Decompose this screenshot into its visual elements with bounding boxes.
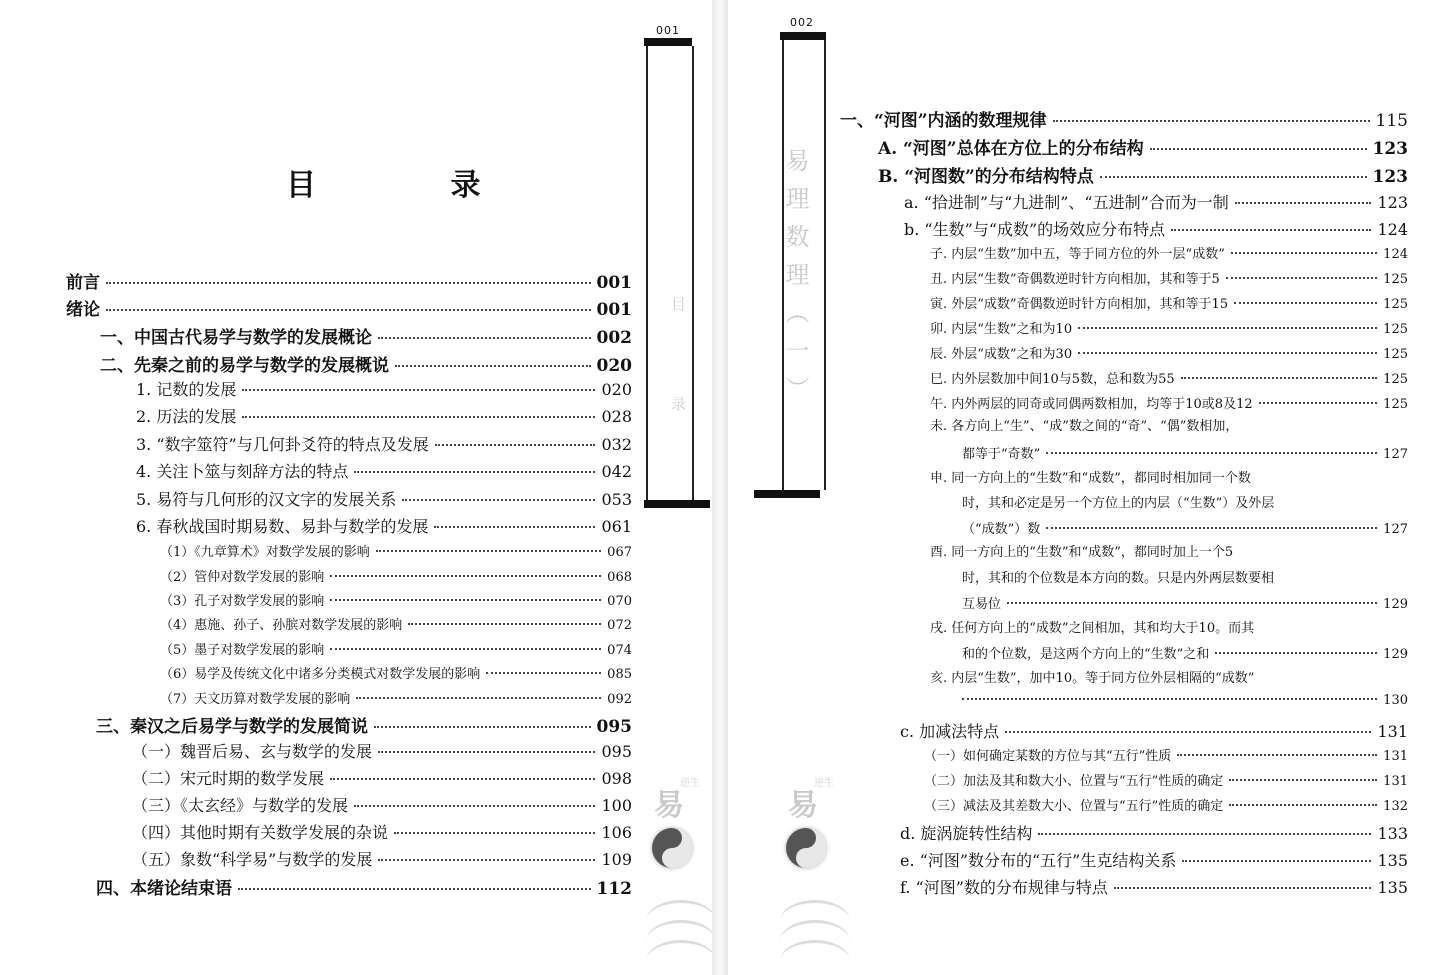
toc-entry-line[interactable]: 酉. 同一方向上的“生数”和“成数”，都同时加上一个5 <box>930 545 1234 560</box>
toc-entry-page: 106 <box>601 823 632 842</box>
toc-entry[interactable] <box>962 593 1408 612</box>
leader-dots <box>1229 804 1377 806</box>
toc-entry-title: 2. 历法的发展 <box>136 407 237 426</box>
toc-entry[interactable] <box>132 847 632 870</box>
leader-dots <box>238 888 591 890</box>
toc-entry[interactable] <box>900 719 1408 742</box>
leader-dots <box>376 550 601 552</box>
leader-dots <box>378 751 595 753</box>
toc-entry-page: 074 <box>607 643 632 658</box>
toc-entry[interactable] <box>878 134 1408 159</box>
toc-entry-page: 092 <box>607 692 632 707</box>
toc-entry-line[interactable]: 时，其和必定是另一个方位上的内层（“生数”）及外层 <box>962 496 1275 511</box>
toc-entry-title: （一）如何确定某数的方位与其“五行”性质 <box>924 749 1172 764</box>
toc-entry-title: 寅. 外层“成数”奇偶数逆时针方向相加，其和等于15 <box>930 297 1229 312</box>
leader-dots <box>1114 887 1372 889</box>
toc-entry-line[interactable]: 时，其和的个位数是本方向的数。只是内外两层数要相 <box>962 571 1275 586</box>
toc-entry-page: 125 <box>1383 322 1408 337</box>
toc-entry-title: 1. 记数的发展 <box>136 380 237 399</box>
toc-entry-page: 130 <box>1383 693 1408 708</box>
yin-yang-icon <box>786 828 826 868</box>
toc-entry[interactable] <box>900 875 1408 898</box>
leader-dots <box>394 832 595 834</box>
toc-entry-title: 巳. 内外层数加中间10与5数，总和数为55 <box>930 372 1175 387</box>
toc-entry[interactable] <box>900 848 1408 871</box>
band-top-cap <box>780 32 826 40</box>
toc-entry-page: 112 <box>596 879 632 899</box>
toc-entry-page: 070 <box>607 594 632 609</box>
leader-dots <box>486 672 601 674</box>
toc-entry-page: 095 <box>601 742 632 761</box>
leader-dots <box>330 575 601 577</box>
toc-entry[interactable] <box>160 663 632 682</box>
toc-entry-page: 061 <box>601 517 632 536</box>
leader-dots <box>395 365 591 367</box>
toc-entry-page: 124 <box>1377 220 1408 239</box>
leader-dots <box>1150 148 1367 150</box>
toc-entry-title: （7）天文历算对数学发展的影响 <box>160 692 351 707</box>
leader-dots <box>378 859 595 861</box>
toc-entry-page: 133 <box>1377 824 1408 843</box>
toc-entry-page: 132 <box>1383 799 1408 814</box>
toc-entry-page: 042 <box>601 462 632 481</box>
toc-entry[interactable] <box>160 590 632 609</box>
toc-entry-page: 127 <box>1383 447 1408 462</box>
page-number: 001 <box>656 24 680 37</box>
leader-dots <box>1038 833 1371 835</box>
toc-entry-page: 068 <box>607 570 632 585</box>
toc-entry[interactable] <box>136 487 632 510</box>
leader-dots <box>1177 754 1377 756</box>
leader-dots <box>106 282 591 284</box>
toc-entry[interactable] <box>930 368 1408 387</box>
toc-entry[interactable] <box>136 432 632 455</box>
toc-entry-title: c. 加减法特点 <box>900 722 1000 741</box>
yi-emblem <box>646 780 712 975</box>
toc-entry-page: 131 <box>1383 749 1408 764</box>
toc-entry-page: 020 <box>596 356 632 376</box>
toc-entry-title: a. “拾进制”与“九进制”、“五进制”合而为一制 <box>904 193 1229 212</box>
leader-dots <box>378 337 591 339</box>
leader-dots <box>330 599 601 601</box>
toc-entry-page: 127 <box>1383 522 1408 537</box>
toc-entry[interactable] <box>962 443 1408 462</box>
toc-entry-title: 子. 内层“生数”加中五，等于同方位的外一层“成数” <box>930 247 1225 262</box>
toc-entry-title: 一、“河图”内涵的数理规律 <box>840 111 1047 131</box>
yi-character: 易 <box>788 788 818 823</box>
wave-decoration <box>646 940 712 975</box>
band-top-cap <box>644 38 692 46</box>
leader-dots <box>1229 779 1377 781</box>
toc-entry[interactable] <box>930 268 1408 287</box>
toc-entry-title: 3. “数字筮符”与几何卦爻符的特点及发展 <box>136 435 429 454</box>
toc-entry[interactable] <box>136 377 632 400</box>
toc-entry[interactable] <box>136 514 632 537</box>
toc-entry[interactable] <box>840 106 1408 131</box>
leader-dots <box>354 471 595 473</box>
toc-entry[interactable] <box>930 293 1408 312</box>
toc-entry-line[interactable]: 戌. 任何方向上的“成数”之间相加，其和均大于10。而其 <box>930 621 1255 636</box>
toc-entry-title: 卯. 内层“生数”之和为10 <box>930 322 1073 337</box>
leader-dots <box>1259 402 1378 404</box>
toc-entry-line[interactable]: 亥. 内层“生数”，加中10。等于同方位外层相隔的“成数” <box>930 671 1255 686</box>
toc-entry[interactable] <box>160 688 632 707</box>
toc-entry[interactable] <box>160 566 632 585</box>
toc-entry-page: 123 <box>1377 193 1408 212</box>
toc-entry-line[interactable]: 未. 各方向上“生”、“成”数之间的“奇”、“偶”数相加， <box>930 419 1239 434</box>
toc-entry-page: 098 <box>601 769 632 788</box>
toc-entry-title: 四、本绪论结束语 <box>96 879 232 899</box>
left-page <box>0 0 712 975</box>
toc-entry-page: 123 <box>1372 167 1408 187</box>
toc-entry-page: 124 <box>1383 247 1408 262</box>
toc-entry-title: 午. 内外两层的同奇或同偶两数相加，均等于10或8及12 <box>930 397 1253 412</box>
toc-entry-page: 002 <box>596 328 632 348</box>
toc-entry-title: d. 旋涡旋转性结构 <box>900 824 1033 843</box>
toc-entry-page: 001 <box>596 300 632 320</box>
toc-entry-title: b. “生数”与“成数”的场效应分布特点 <box>904 220 1166 239</box>
toc-entry[interactable] <box>160 541 632 560</box>
leader-dots <box>1182 860 1371 862</box>
toc-entry-page: 129 <box>1383 597 1408 612</box>
leader-dots <box>1181 377 1378 379</box>
leader-dots <box>356 697 601 699</box>
leader-dots <box>1235 202 1372 204</box>
toc-entry[interactable] <box>132 739 632 762</box>
toc-entry-page: 125 <box>1383 297 1408 312</box>
leader-dots <box>1234 302 1377 304</box>
toc-entry-title: （2）管仲对数学发展的影响 <box>160 570 325 585</box>
wave-decoration <box>780 940 850 975</box>
toc-entry-page: 129 <box>1383 647 1408 662</box>
toc-entry-title: （6）易学及传统文化中诸多分类模式对数学发展的影响 <box>160 667 481 682</box>
toc-entry-title: 绪论 <box>66 300 100 320</box>
leader-dots <box>1046 527 1377 529</box>
toc-entry-title: （二）宋元时期的数学发展 <box>132 769 325 788</box>
toc-entry-title: （四）其他时期有关数学发展的杂说 <box>132 823 389 842</box>
toc-entry[interactable] <box>66 268 632 293</box>
toc-entry-page: 085 <box>607 667 632 682</box>
toc-entry[interactable] <box>136 404 632 427</box>
yin-yang-icon <box>652 828 692 868</box>
toc-entry[interactable] <box>160 639 632 658</box>
toc-entry-page: 109 <box>601 850 632 869</box>
toc-entry[interactable] <box>930 318 1408 337</box>
toc-entry[interactable] <box>962 643 1408 662</box>
toc-entry[interactable] <box>904 217 1408 240</box>
yi-emblem <box>780 780 850 975</box>
toc-entry-title: f. “河图”数的分布规律与特点 <box>900 878 1108 897</box>
toc-entry-page: 125 <box>1383 397 1408 412</box>
toc-entry[interactable] <box>100 323 632 348</box>
toc-entry-line[interactable]: 申. 同一方向上的“生数”和“成数”，都同时相加同一个数 <box>930 471 1251 486</box>
leader-dots <box>1231 252 1377 254</box>
toc-entry-page: 125 <box>1383 347 1408 362</box>
band-bottom-cap <box>644 500 710 508</box>
toc-entry-page: 125 <box>1383 372 1408 387</box>
toc-entry-title: e. “河图”数分布的“五行”生克结构关系 <box>900 851 1177 870</box>
toc-entry[interactable] <box>136 459 632 482</box>
toc-entry[interactable] <box>96 712 632 737</box>
toc-entry-page: 072 <box>607 618 632 633</box>
toc-entry-page: 067 <box>607 545 632 560</box>
toc-entry[interactable] <box>100 351 632 376</box>
band-text: 易理数理（一） <box>781 148 809 414</box>
toc-entry-title: （4）惠施、孙子、孙膑对数学发展的影响 <box>160 618 403 633</box>
leader-dots <box>354 805 595 807</box>
toc-entry-title: （二）加法及其和数大小、位置与“五行”性质的确定 <box>924 774 1224 789</box>
toc-entry-title: 丑. 内层“生数”奇偶数逆时针方向相加，其和等于5 <box>930 272 1220 287</box>
toc-entry-title: （三）《太玄经》与数学的发展 <box>132 796 349 815</box>
toc-entry-page: 032 <box>601 435 632 454</box>
toc-entry-title: 一、中国古代易学与数学的发展概论 <box>100 328 372 348</box>
leader-dots <box>962 698 1377 700</box>
toc-entry-page: 123 <box>1372 139 1408 159</box>
toc-entry[interactable] <box>924 745 1408 764</box>
toc-entry-page: 095 <box>596 717 632 737</box>
toc-entry-page: 115 <box>1375 111 1408 131</box>
leader-dots <box>374 726 591 728</box>
toc-entry[interactable] <box>924 770 1408 789</box>
toc-entry-page: 135 <box>1377 851 1408 870</box>
toc-entry[interactable] <box>900 821 1408 844</box>
leader-dots <box>330 648 601 650</box>
toc-entry-page: 131 <box>1377 722 1408 741</box>
toc-entry-title: （1）《九章算术》对数学发展的影响 <box>160 545 370 560</box>
toc-entry-page: 020 <box>601 380 632 399</box>
emblem-small-text: 逆生 <box>814 778 834 789</box>
leader-dots <box>1007 602 1377 604</box>
toc-entry-title: B. “河图数”的分布结构特点 <box>878 167 1094 187</box>
toc-entry-page: 100 <box>601 796 632 815</box>
band-bottom-cap <box>754 490 820 498</box>
toc-entry-title: （5）墨子对数学发展的影响 <box>160 643 325 658</box>
leader-dots <box>106 309 591 311</box>
toc-entry-title: 6. 春秋战国时期易数、易卦与数学的发展 <box>136 517 429 536</box>
toc-entry[interactable] <box>132 766 632 789</box>
leader-dots <box>1100 176 1367 178</box>
toc-entry-page: 053 <box>601 490 632 509</box>
toc-entry-title: A. “河图”总体在方位上的分布结构 <box>878 139 1144 159</box>
toc-entry[interactable] <box>924 795 1408 814</box>
toc-entry-title: 三、秦汉之后易学与数学的发展简说 <box>96 717 368 737</box>
toc-entry[interactable] <box>132 820 632 843</box>
toc-entry-title: 5. 易符与几何形的汉文字的发展关系 <box>136 490 397 509</box>
toc-entry-title: （一）魏晋后易、玄与数学的发展 <box>132 742 373 761</box>
right-page <box>728 0 1440 975</box>
toc-entry-page: 125 <box>1383 272 1408 287</box>
leader-dots <box>1171 229 1371 231</box>
toc-entry-title: （三）减法及其差数大小、位置与“五行”性质的确定 <box>924 799 1224 814</box>
toc-entry[interactable] <box>930 393 1408 412</box>
leader-dots <box>1078 327 1377 329</box>
toc-entry[interactable] <box>878 162 1408 187</box>
toc-entry[interactable] <box>160 614 632 633</box>
page-title: 目 录 <box>286 168 543 203</box>
toc-entry[interactable] <box>930 343 1408 362</box>
toc-entry-page: 028 <box>601 407 632 426</box>
leader-dots <box>402 499 595 501</box>
toc-entry[interactable] <box>962 518 1408 537</box>
toc-entry-title: 互易位 <box>962 597 1002 612</box>
toc-entry-title: 辰. 外层“成数”之和为30 <box>930 347 1073 362</box>
leader-dots <box>242 416 595 418</box>
toc-entry-page: 001 <box>596 273 632 293</box>
leader-dots <box>330 778 595 780</box>
toc-entry[interactable] <box>66 295 632 320</box>
leader-dots <box>1226 277 1377 279</box>
emblem-small-text: 逆生 <box>680 778 700 789</box>
toc-entry[interactable] <box>904 190 1408 213</box>
leader-dots <box>242 389 595 391</box>
toc-entry-title: 前言 <box>66 273 100 293</box>
toc-entry-title: （“成数”）数 <box>962 522 1041 537</box>
toc-entry-title: 4. 关注卜筮与刻辞方法的特点 <box>136 462 349 481</box>
toc-entry-page: 135 <box>1377 878 1408 897</box>
leader-dots <box>1215 652 1377 654</box>
leader-dots <box>1005 731 1371 733</box>
toc-entry-title: 和的个位数，是这两个方向上的“生数”之和 <box>962 647 1210 662</box>
leader-dots <box>1053 120 1370 122</box>
toc-entry-title: 都等于“奇数” <box>962 447 1041 462</box>
toc-entry-page: 131 <box>1383 774 1408 789</box>
toc-entry-title: （五）象数“科学易”与数学的发展 <box>132 850 373 869</box>
toc-entry-title: （3）孔子对数学发展的影响 <box>160 594 325 609</box>
book-spine <box>712 0 728 975</box>
toc-entry[interactable] <box>930 243 1408 262</box>
leader-dots <box>408 623 601 625</box>
leader-dots <box>1046 452 1377 454</box>
yi-character: 易 <box>654 788 684 823</box>
toc-entry[interactable] <box>962 693 1408 708</box>
band-text: 目 录 <box>669 296 687 451</box>
page-number: 002 <box>790 16 814 29</box>
leader-dots <box>1078 352 1377 354</box>
leader-dots <box>434 526 595 528</box>
toc-entry[interactable] <box>132 793 632 816</box>
leader-dots <box>435 444 596 446</box>
toc-entry[interactable] <box>96 874 632 899</box>
toc-entry-title: 二、先秦之前的易学与数学的发展概说 <box>100 356 389 376</box>
